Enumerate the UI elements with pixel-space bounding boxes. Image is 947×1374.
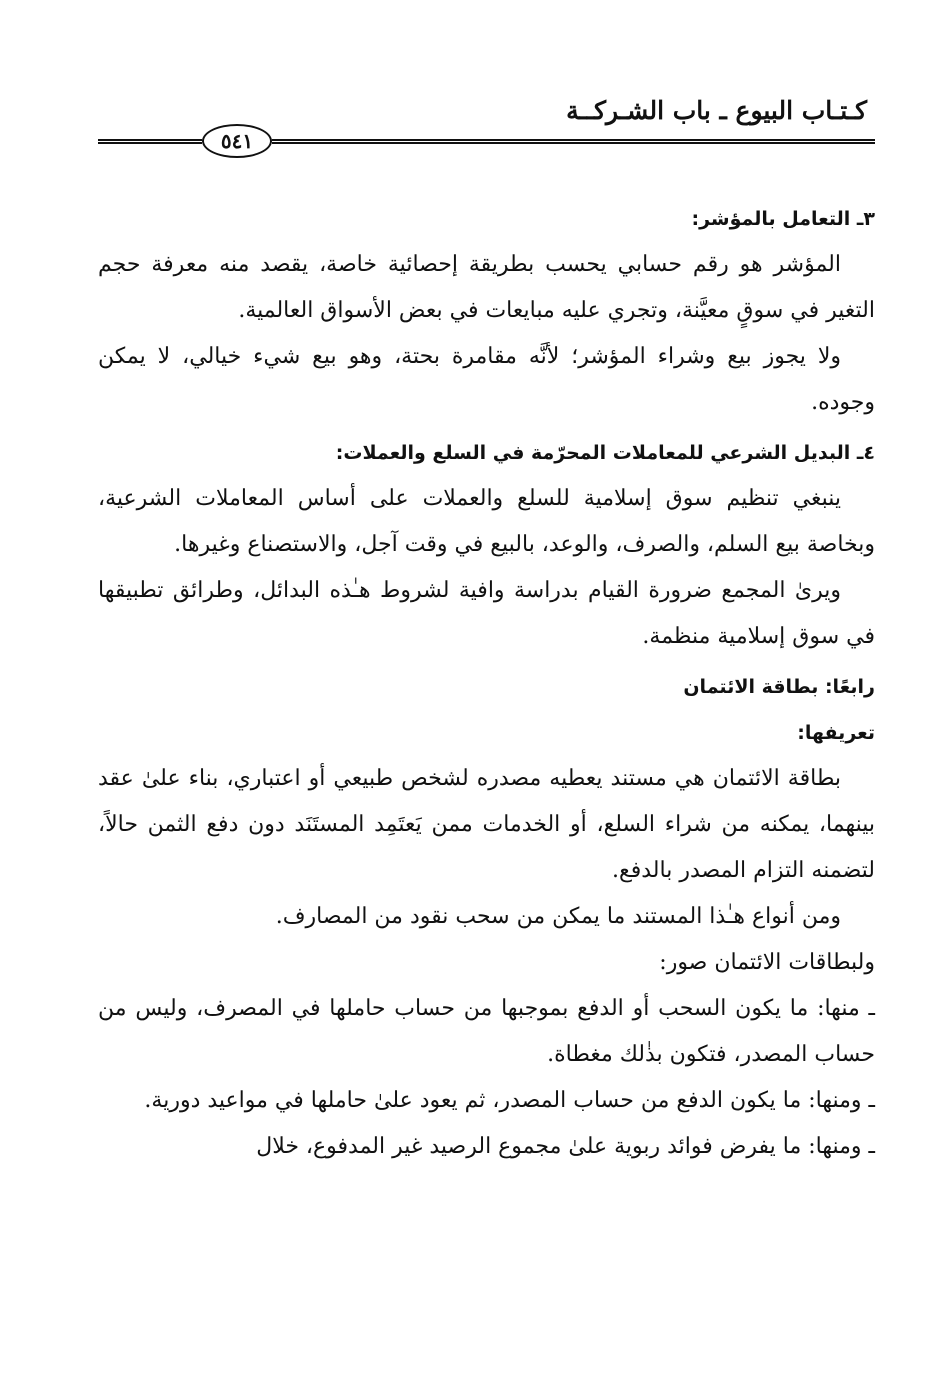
header-rule-right xyxy=(272,139,875,144)
page-body xyxy=(98,196,875,1170)
section-heading-sharia-alternative: ٤ـ البديل الشرعي للمعاملات المحرّمة في السلع والعملات: xyxy=(335,442,875,464)
page-number-badge: ٥٤١ xyxy=(202,124,272,158)
paragraph-withdrawal-type: ومن أنواع هـٰذا المستند ما يمكن من سحب نقود من المصارف. xyxy=(275,904,841,929)
paragraph-index-ruling: ولا يجوز بيع وشراء المؤشر؛ لأنَّه مقامرة بحتة، وهو بيع شيء خيالي، لا يمكن وجوده. xyxy=(98,344,875,415)
subheading-definition: تعريفها: xyxy=(797,722,875,744)
running-header-title: كـتـاب البيوع ـ باب الشـركــة xyxy=(566,96,867,125)
paragraph-card-forms-intro: ولبطاقات الائتمان صور: xyxy=(659,950,875,975)
paragraph-islamic-market: ينبغي تنظيم سوق إسلامية للسلع والعملات على أساس المعاملات الشرعية، وبخاصة بيع السلم، والصرف، والوعد، بالبيع في وقت آجل، والاستصناع وغيرها. xyxy=(98,486,875,557)
paragraph-index-definition: المؤشر هو رقم حسابي يحسب بطريقة إحصائية خاصة، يقصد منه معرفة حجم التغير في سوقٍ معيَّنة، وتجري عليه مبايعات في بعض الأسواق العالمية. xyxy=(98,252,875,323)
paragraph-credit-card-definition: بطاقة الائتمان هي مستند يعطيه مصدره لشخص طبيعي أو اعتباري، بناء علىٰ عقد بينهما، يمكنه من شراء السلع، أو الخدمات ممن يَعتَمِد المستَنَد دون دفع الثمن حالاً، لتضمنه التزام المصدر بالدفع. xyxy=(98,766,875,883)
header-rule-left xyxy=(98,139,202,144)
section-heading-index-trading: ٣ـ التعامل بالمؤشر: xyxy=(691,208,875,230)
section-heading-credit-card: رابعًا: بطاقة الائتمان xyxy=(683,676,875,698)
list-item-covered-card: ـ منها: ما يكون السحب أو الدفع بموجبها من حساب حاملها في المصرف، وليس من حساب المصدر، فتكون بذٰلك مغطاة. xyxy=(98,996,875,1067)
list-item-interest-card: ـ ومنها: ما يفرض فوائد ربوية علىٰ مجموع الرصيد غير المدفوع، خلال xyxy=(256,1134,875,1159)
paragraph-academy-view: ويرىٰ المجمع ضرورة القيام بدراسة وافية لشروط هـٰذه البدائل، وطرائق تطبيقها في سوق إسلامية منظمة. xyxy=(98,578,875,649)
list-item-periodic-card: ـ ومنها: ما يكون الدفع من حساب المصدر، ثم يعود علىٰ حاملها في مواعيد دورية. xyxy=(144,1088,875,1113)
